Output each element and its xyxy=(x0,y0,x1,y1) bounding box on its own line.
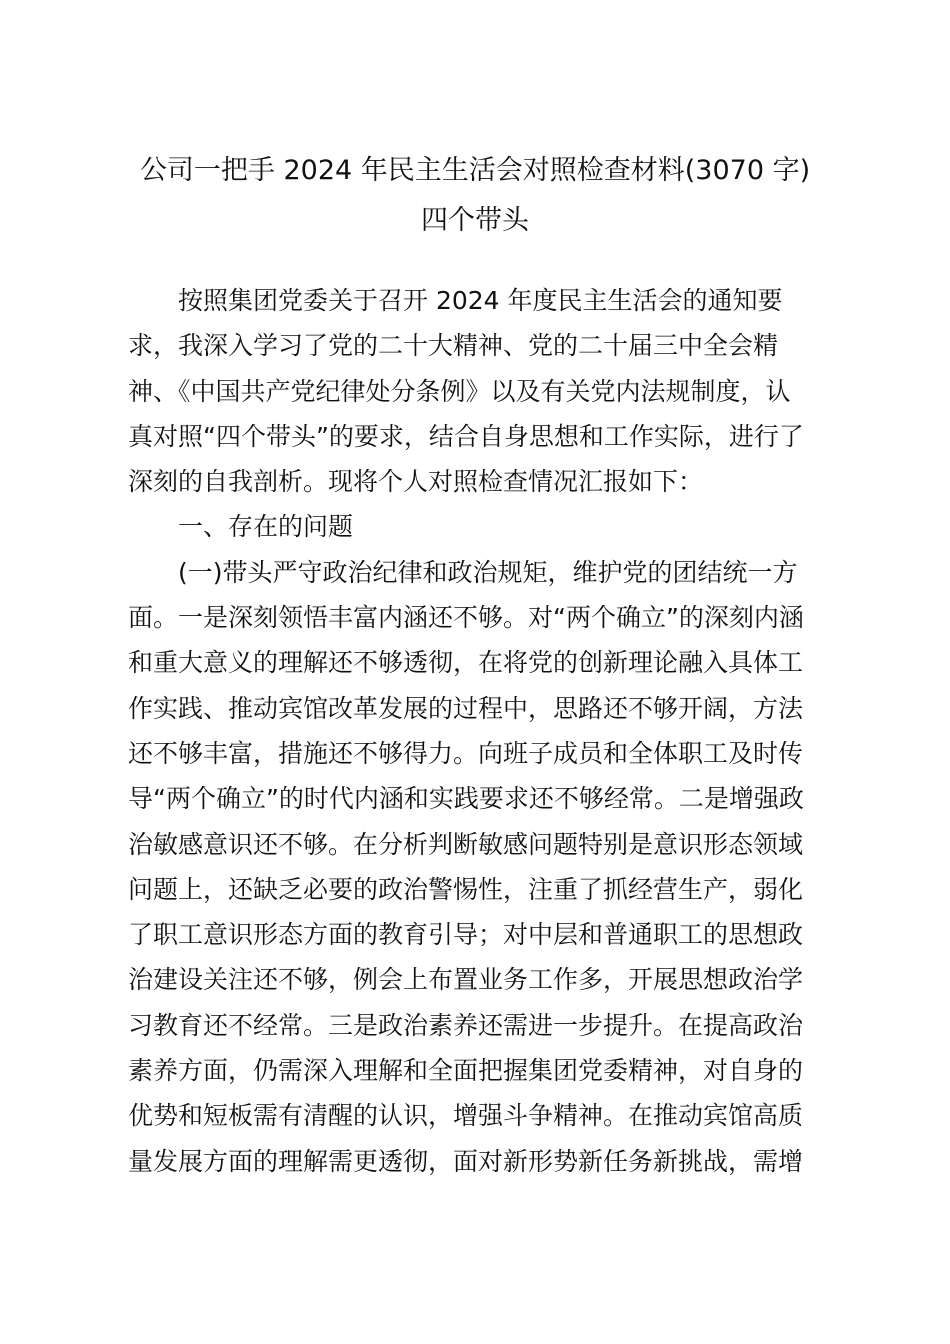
section-heading: 一、存在的问题 xyxy=(178,512,354,542)
paragraph-line: 优势和短板需有清醒的认识，增强斗争精神。在推动宾馆高质 xyxy=(128,1101,804,1131)
paragraph-line: 神、《中国共产党纪律处分条例》以及有关党内法规制度，认 xyxy=(128,376,791,406)
paragraph-line: 作实践、推动宾馆改革发展的过程中，思路还不够开阔，方法 xyxy=(128,693,804,723)
paragraph-line: 治建设关注还不够，例会上布置业务工作多，开展思想政治学 xyxy=(128,965,804,995)
paragraph-line: 习教育还不经常。三是政治素养还需进一步提升。在提高政治 xyxy=(128,1010,804,1040)
paragraph-line: 面。一是深刻领悟丰富内涵还不够。对“两个确立”的深刻内涵 xyxy=(128,603,804,633)
paragraph-line: 问题上，还缺乏必要的政治警惕性，注重了抓经营生产，弱化 xyxy=(128,874,804,904)
paragraph-line: 素养方面，仍需深入理解和全面把握集团党委精神，对自身的 xyxy=(128,1056,804,1086)
paragraph-line: (一)带头严守政治纪律和政治规矩，维护党的团结统一方 xyxy=(178,557,798,587)
document-title: 公司一把手 2024 年民主生活会对照检查材料(3070 字) xyxy=(139,155,811,186)
paragraph-line: 了职工意识形态方面的教育引导；对中层和普通职工的思想政 xyxy=(128,920,804,950)
paragraph-line: 和重大意义的理解还不够透彻，在将党的创新理论融入具体工 xyxy=(128,648,804,678)
document-body xyxy=(128,278,828,1184)
paragraph-line: 量发展方面的理解需更透彻，面对新形势新任务新挑战，需增 xyxy=(128,1146,804,1176)
paragraph-line: 按照集团党委关于召开 2024 年度民主生活会的通知要 xyxy=(178,286,783,315)
paragraph-line: 治敏感意识还不够。在分析判断敏感问题特别是意识形态领域 xyxy=(128,829,804,859)
paragraph-line: 求，我深入学习了党的二十大精神、党的二十届三中全会精 xyxy=(128,331,779,361)
paragraph-line: 真对照“四个带头”的要求，结合自身思想和工作实际，进行了 xyxy=(128,421,804,451)
paragraph-line: 还不够丰富，措施还不够得力。向班子成员和全体职工及时传 xyxy=(128,738,804,768)
paragraph-line: 深刻的自我剖析。现将个人对照检查情况汇报如下： xyxy=(128,467,704,497)
paragraph-line: 导“两个确立”的时代内涵和实践要求还不够经常。二是增强政 xyxy=(128,784,804,814)
document-subtitle: 四个带头 xyxy=(421,205,529,236)
